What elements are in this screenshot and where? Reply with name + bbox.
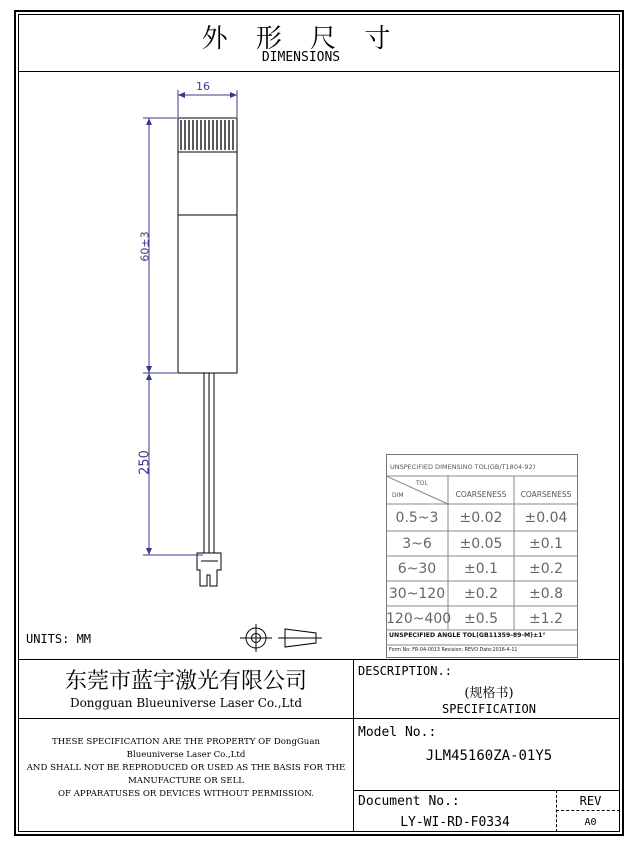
tolerance-dim: 3~6 bbox=[402, 536, 432, 552]
title-chinese: 外 形 尺 寸 bbox=[201, 24, 401, 54]
revision-value: A0 bbox=[584, 817, 597, 828]
document-number-label: Document No.: bbox=[358, 794, 460, 809]
tolerance-value-b: ±0.04 bbox=[524, 510, 568, 526]
tolerance-value-b: ±0.8 bbox=[529, 586, 563, 602]
notice-line: THESE SPECIFICATION ARE THE PROPERTY OF DongGuan bbox=[51, 737, 321, 747]
tolerance-value-a: ±0.1 bbox=[464, 561, 498, 577]
title-block-mid-line bbox=[18, 718, 620, 719]
connector-plug bbox=[197, 553, 221, 586]
knurl-lines bbox=[181, 120, 233, 150]
tolerance-value-b: ±1.2 bbox=[529, 611, 563, 627]
tolerance-dim: 0.5~3 bbox=[395, 510, 439, 526]
rev-row-divider bbox=[556, 810, 620, 811]
company-name-english: Dongguan Blueuniverse Laser Co.,Ltd bbox=[69, 696, 303, 710]
title-block-doc-line bbox=[353, 790, 620, 791]
angle-tolerance-note: UNSPECIFIED ANGLE TOL(GB11359-89-M)±1° bbox=[389, 632, 546, 639]
title-block-top-line bbox=[18, 659, 620, 660]
tolerance-dim: 6~30 bbox=[397, 561, 437, 577]
revision-label: REV bbox=[579, 794, 602, 808]
form-number-note: Form No: FR-04-0013 Revision: REVO Date:2016-4-11 bbox=[389, 648, 518, 653]
model-number-label: Model No.: bbox=[358, 725, 437, 740]
tolerance-dim: 120~400 bbox=[386, 611, 452, 627]
tolerance-col2-header: COARSENESS bbox=[520, 490, 572, 499]
notice-line: MANUFACTURE OR SELL bbox=[127, 776, 245, 786]
description-value-english: SPECIFICATION bbox=[442, 702, 536, 716]
tolerance-corner-bottom: DIM bbox=[392, 492, 404, 499]
title-english: DIMENSIONS bbox=[261, 50, 341, 65]
property-notice bbox=[20, 736, 352, 801]
tolerance-heading: UNSPECIFIED DIMENSINO TOL(GB/T1804-92) bbox=[390, 463, 536, 471]
notice-line: OF APPARATUSES OR DEVICES WITHOUT PERMISSION. bbox=[57, 789, 315, 799]
tolerance-value-a: ±0.05 bbox=[459, 536, 503, 552]
body-length-label: 60±3 bbox=[138, 231, 152, 262]
tolerance-value-b: ±0.2 bbox=[529, 561, 563, 577]
knurled-cap bbox=[178, 118, 237, 152]
tolerance-col1-header: COARSENESS bbox=[455, 490, 507, 499]
model-number-value: JLM45160ZA-01Y5 bbox=[425, 748, 553, 764]
width-dimension-label: 16 bbox=[196, 80, 210, 93]
company-name-chinese: 东莞市蓝宇激光有限公司 bbox=[64, 669, 307, 694]
notice-line: Blueuniverse Laser Co.,Ltd bbox=[126, 750, 246, 760]
notice-line: AND SHALL NOT BE REPRODUCED OR USED AS THE BASIS FOR THE bbox=[26, 763, 346, 773]
tolerance-dim: 30~120 bbox=[388, 586, 446, 602]
tolerance-value-a: ±0.2 bbox=[464, 586, 498, 602]
projection-symbol-icon bbox=[240, 624, 322, 652]
tolerance-corner-top: TOL bbox=[416, 480, 428, 487]
tolerance-value-a: ±0.5 bbox=[464, 611, 498, 627]
tolerance-table bbox=[386, 454, 578, 658]
laser-body bbox=[178, 152, 237, 373]
lead-length-label: 250 bbox=[137, 450, 153, 475]
tolerance-value-a: ±0.02 bbox=[459, 510, 503, 526]
description-label: DESCRIPTION.: bbox=[358, 664, 452, 678]
document-number-value: LY-WI-RD-F0334 bbox=[400, 815, 510, 830]
units-label: UNITS: MM bbox=[26, 632, 92, 646]
tolerance-value-b: ±0.1 bbox=[529, 536, 563, 552]
description-value-chinese: (规格书) bbox=[464, 686, 514, 701]
